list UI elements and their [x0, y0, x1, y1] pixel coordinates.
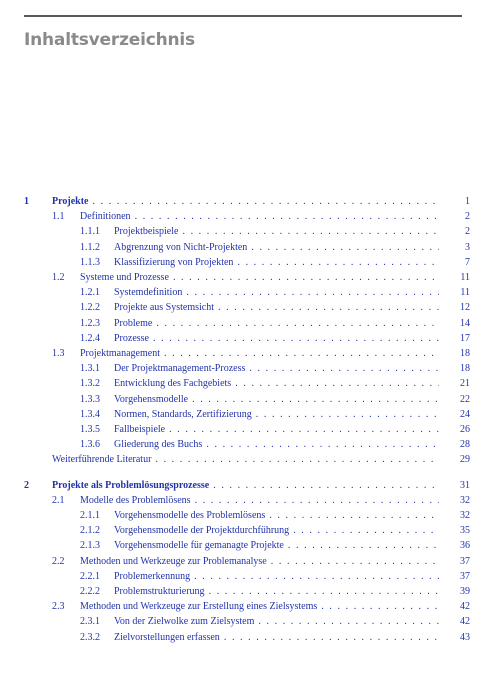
toc-entry-page-number: 17	[439, 332, 470, 346]
toc-entry-title: Gliederung des Buchs . . .	[114, 438, 460, 452]
toc-entry-number: 1.3.3	[80, 394, 100, 405]
toc-entry-number: 1.2.4	[80, 333, 100, 344]
toc-entry-title: Normen, Standards, Zertifizierung . . .	[114, 408, 460, 422]
toc-entry-number: 2.2.2	[80, 586, 100, 597]
toc-entry[interactable]	[0, 494, 490, 508]
toc-entry-title: Modelle des Problemlösens . . .	[80, 494, 460, 508]
toc-entry[interactable]	[0, 393, 490, 407]
toc-entry[interactable]	[0, 362, 490, 376]
toc-entry-title: Der Projektmanagement-Prozess . . .	[114, 362, 460, 376]
toc-entry-page-number: 18	[439, 362, 470, 376]
toc-entry-number: 1.3.2	[80, 378, 100, 389]
toc-entry-title: Methoden und Werkzeuge zur Erstellung eines Zielsystems . . .	[80, 600, 460, 614]
toc-entry-page-number: 39	[439, 585, 470, 599]
toc-entry-title: Definitionen . . .	[80, 210, 460, 224]
toc-entry[interactable]	[0, 539, 490, 553]
toc-entry-title: Projektmanagement . . .	[80, 347, 460, 361]
toc-entry-number: 2.1.1	[80, 510, 100, 521]
toc-entry[interactable]	[0, 555, 490, 569]
toc-entry-number: 2.2	[52, 556, 65, 567]
toc-entry[interactable]	[0, 438, 490, 452]
toc-entry-title: Prozesse . . .	[114, 332, 460, 346]
toc-entry-title: Problemstrukturierung . . .	[114, 585, 460, 599]
toc-entry-number: 1.2.3	[80, 318, 100, 329]
toc-entry-number: 1.3.1	[80, 363, 100, 374]
toc-entry[interactable]	[0, 377, 490, 391]
toc-entry[interactable]	[0, 631, 490, 645]
toc-entry[interactable]	[0, 570, 490, 584]
toc-entry-number: 1.2	[52, 272, 65, 283]
toc-entry[interactable]	[0, 585, 490, 599]
toc-entry[interactable]	[0, 301, 490, 315]
toc-entry-number: 1.1.1	[80, 226, 100, 237]
toc-entry[interactable]	[0, 332, 490, 346]
toc-entry-page-number: 37	[439, 555, 470, 569]
toc-entry-page-number: 35	[439, 524, 470, 538]
toc-entry-title: Projekte aus Systemsicht . . .	[114, 301, 460, 315]
toc-entry-page-number: 29	[439, 453, 470, 467]
toc-entry[interactable]	[0, 524, 490, 538]
toc-entry-number: 1	[24, 196, 29, 207]
toc-entry-title: Weiterführende Literatur . . .	[52, 453, 460, 467]
toc-entry-title: Vorgehensmodelle der Projektdurchführung . . .	[114, 524, 460, 538]
toc-entry-page-number: 28	[439, 438, 470, 452]
toc-entry-page-number: 3	[439, 241, 470, 255]
toc-entry-title: Fallbeispiele . . .	[114, 423, 460, 437]
toc-entry-number: 1.2.1	[80, 287, 100, 298]
toc-entry-title: Systeme und Prozesse . . .	[80, 271, 460, 285]
toc-entry[interactable]	[0, 210, 490, 224]
toc-entry-title: Probleme . . .	[114, 317, 460, 331]
toc-entry[interactable]	[0, 453, 490, 467]
toc-entry[interactable]	[0, 509, 490, 523]
toc-entry-number: 1.1.3	[80, 257, 100, 268]
toc-entry-number: 2.3.1	[80, 616, 100, 627]
toc-entry-page-number: 22	[439, 393, 470, 407]
toc-entry-page-number: 14	[439, 317, 470, 331]
toc-entry-number: 2.2.1	[80, 571, 100, 582]
toc-entry-page-number: 11	[439, 271, 470, 285]
toc-entry-number: 1.1	[52, 211, 65, 222]
toc-entry-title: Problemerkennung . . .	[114, 570, 460, 584]
toc-entry-page-number: 7	[439, 256, 470, 270]
toc-entry[interactable]	[0, 241, 490, 255]
toc-entry[interactable]	[0, 256, 490, 270]
toc-entry-title: Von der Zielwolke zum Zielsystem . . .	[114, 615, 460, 629]
toc-entry-title: Systemdefinition . . .	[114, 286, 460, 300]
toc-entry-title: Vorgehensmodelle des Problemlösens . . .	[114, 509, 460, 523]
toc-entry-page-number: 42	[439, 600, 470, 614]
toc-chapter-entry[interactable]	[0, 195, 490, 209]
toc-entry-title: Entwicklung des Fachgebiets . . .	[114, 377, 460, 391]
toc-entry-page-number: 18	[439, 347, 470, 361]
toc-entry-page-number: 32	[439, 509, 470, 523]
toc-entry-number: 1.3.6	[80, 439, 100, 450]
toc-entry-page-number: 12	[439, 301, 470, 315]
toc-chapter-entry[interactable]	[0, 479, 490, 493]
toc-entry-title: Zielvorstellungen erfassen . . .	[114, 631, 460, 645]
toc-entry-page-number: 26	[439, 423, 470, 437]
toc-entry[interactable]	[0, 615, 490, 629]
page-title: Inhaltsverzeichnis	[24, 30, 195, 50]
toc-entry[interactable]	[0, 408, 490, 422]
toc-entry-page-number: 24	[439, 408, 470, 422]
toc-entry-page-number: 37	[439, 570, 470, 584]
toc-entry-number: 1.3.4	[80, 409, 100, 420]
toc-entry-page-number: 2	[439, 210, 470, 224]
toc-entry-number: 2.3	[52, 601, 65, 612]
toc-entry[interactable]	[0, 423, 490, 437]
toc-entry-title: Vorgehensmodelle für gemanagte Projekte . . .	[114, 539, 460, 553]
toc-entry-number: 2.1.2	[80, 525, 100, 536]
toc-entry-page-number: 11	[439, 286, 470, 300]
toc-entry[interactable]	[0, 286, 490, 300]
toc-entry[interactable]	[0, 317, 490, 331]
toc-entry[interactable]	[0, 347, 490, 361]
toc-entry-number: 1.1.2	[80, 242, 100, 253]
toc-entry[interactable]	[0, 225, 490, 239]
toc-entry-title: Projekte . . .	[52, 195, 460, 209]
toc-entry-number: 2.1.3	[80, 540, 100, 551]
toc-entry-title: Projektbeispiele . . .	[114, 225, 460, 239]
toc-entry-number: 1.2.2	[80, 302, 100, 313]
toc-entry-number: 2	[24, 480, 29, 491]
toc-entry-number: 1.3.5	[80, 424, 100, 435]
toc-entry-title: Vorgehensmodelle . . .	[114, 393, 460, 407]
toc-entry-title: Projekte als Problemlösungsprozesse . . .	[52, 479, 460, 493]
toc-entry-number: 1.3	[52, 348, 65, 359]
toc-entry-title: Klassifizierung von Projekten . . .	[114, 256, 460, 270]
toc-entry-page-number: 43	[439, 631, 470, 645]
toc-entry-page-number: 42	[439, 615, 470, 629]
toc-entry-page-number: 32	[439, 494, 470, 508]
toc-entry[interactable]	[0, 271, 490, 285]
toc-entry-title: Methoden und Werkzeuge zur Problemanalyse . . .	[80, 555, 460, 569]
toc-entry-page-number: 2	[439, 225, 470, 239]
toc-entry-page-number: 36	[439, 539, 470, 553]
toc-entry-title: Abgrenzung von Nicht-Projekten . . .	[114, 241, 460, 255]
toc-entry-number: 2.3.2	[80, 632, 100, 643]
toc-entry-page-number: 31	[439, 479, 470, 493]
toc-entry[interactable]	[0, 600, 490, 614]
toc-entry-page-number: 21	[439, 377, 470, 391]
toc-entry-number: 2.1	[52, 495, 65, 506]
toc-entry-page-number: 1	[439, 195, 470, 209]
